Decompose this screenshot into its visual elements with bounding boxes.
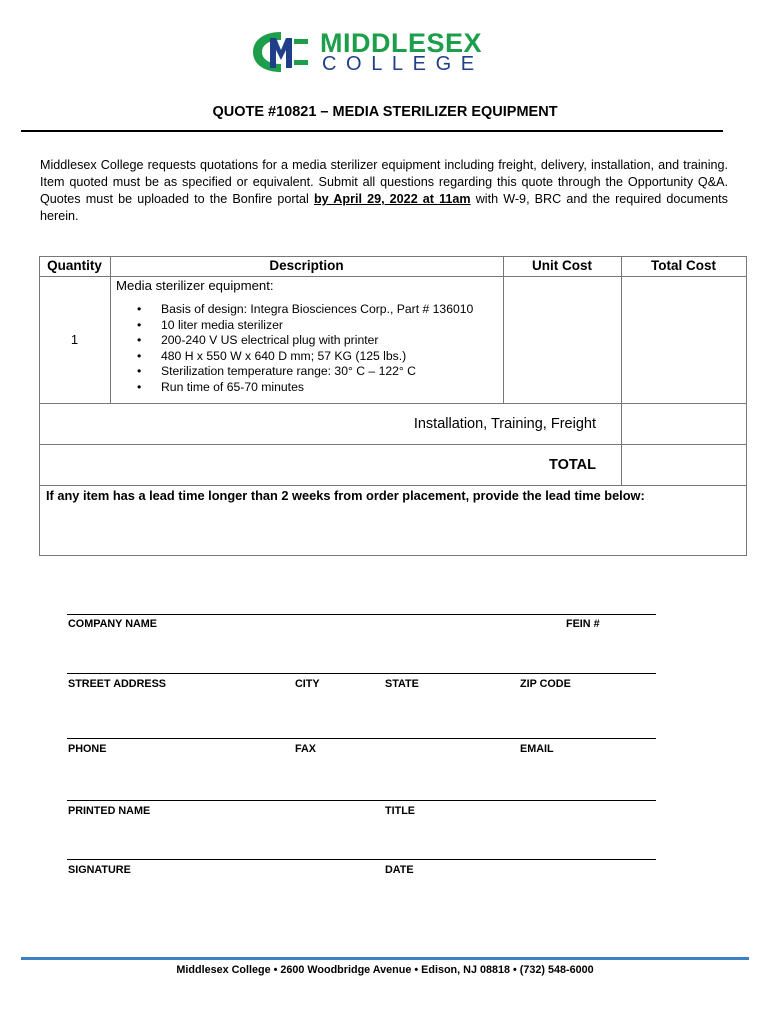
table-row-divider (39, 403, 747, 404)
college-logo (250, 30, 490, 76)
college-logo-mark-icon (250, 30, 312, 74)
fein-label: FEIN # (566, 618, 600, 630)
table-header-divider (39, 276, 110, 277)
list-item: • 200-240 V US electrical plug with printer (121, 333, 473, 349)
list-item: • Sterilization temperature range: 30° C – 122° C (121, 364, 473, 380)
total-label: TOTAL (549, 457, 596, 473)
street-address-label: STREET ADDRESS (68, 678, 166, 690)
city-label: CITY (295, 678, 320, 690)
header-total-cost: Total Cost (651, 258, 716, 273)
phone-label: PHONE (68, 743, 107, 755)
email-label: EMAIL (520, 743, 554, 755)
table-border-right (746, 256, 747, 556)
signature-label: SIGNATURE (68, 864, 131, 876)
logo-text-college: COLLEGE (322, 53, 484, 75)
list-item: • Basis of design: Integra Biosciences Corp., Part # 136010 (121, 302, 473, 318)
table-row-divider (39, 444, 747, 445)
document-title: QUOTE #10821 – MEDIA STERILIZER EQUIPMENT (212, 104, 558, 120)
company-line (67, 614, 656, 615)
table-border-bottom (39, 555, 747, 556)
list-item: • 10 liter media sterilizer (121, 318, 473, 334)
title-divider (21, 130, 723, 132)
deadline-text: by April 29, 2022 at 11am (313, 192, 471, 206)
contact-line (67, 738, 656, 739)
description-title: Media sterilizer equipment: (116, 278, 274, 293)
table-header-divider (110, 276, 747, 277)
address-line (67, 673, 656, 674)
company-name-label: COMPANY NAME (68, 618, 157, 630)
intro-text-end: with W-9, BRC and the required documents herein. (40, 192, 728, 223)
quantity-value: 1 (70, 332, 79, 347)
state-label: STATE (385, 678, 419, 690)
table-col-divider (110, 256, 111, 404)
spec-list (121, 302, 473, 396)
table-border-top (39, 256, 747, 257)
table-col-divider (503, 256, 504, 404)
header-description: Description (269, 258, 344, 273)
logo-text-middlesex: MIDDLESEX (320, 28, 483, 58)
lead-time-label: If any item has a lead time longer than 2 weeks from order placement, provide the lead time below: (46, 488, 645, 503)
table-col-divider (621, 256, 622, 486)
footer-address: Middlesex College • 2600 Woodbridge Avenue • Edison, NJ 08818 • (732) 548-6000 (176, 964, 594, 976)
date-label: DATE (385, 864, 414, 876)
list-item: • 480 H x 550 W x 640 D mm; 57 KG (125 lbs.) (121, 349, 473, 365)
installation-label: Installation, Training, Freight (413, 416, 596, 432)
fax-label: FAX (295, 743, 316, 755)
table-row-divider (39, 485, 747, 486)
name-line (67, 800, 656, 801)
header-unit-cost: Unit Cost (532, 258, 592, 273)
printed-name-label: PRINTED NAME (68, 805, 151, 817)
footer-divider (21, 957, 749, 960)
title-label: TITLE (385, 805, 415, 817)
intro-paragraph (40, 157, 728, 225)
intro-text: Middlesex College requests quotations for a media sterilizer equipment including freight, delivery, installation, and training. Item quoted must be as specified or equivalent. Submit all questions regarding this quote through the Opportunity Q&A. Quotes must be uploaded to the Bonfire portal (40, 158, 728, 206)
zip-code-label: ZIP CODE (520, 678, 571, 690)
table-border-left (39, 256, 40, 556)
header-quantity: Quantity (47, 258, 102, 273)
signature-line (67, 859, 656, 860)
list-item: • Run time of 65-70 minutes (121, 380, 473, 396)
